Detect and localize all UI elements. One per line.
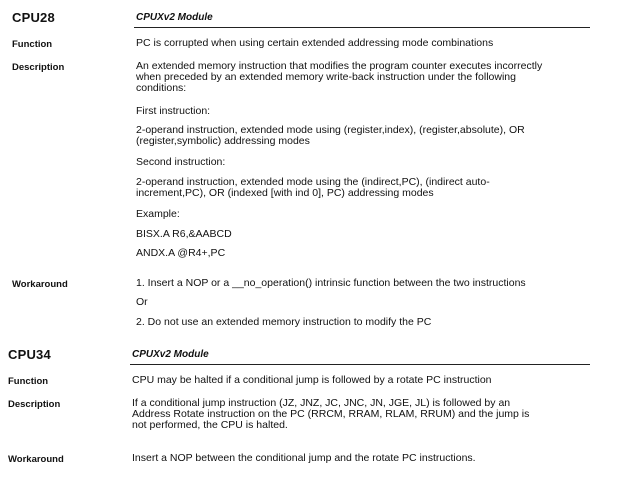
first-instruction-heading: First instruction: [136, 105, 211, 117]
description-label: Description [8, 399, 61, 410]
example-line: BISX.A R6,&AABCD [136, 228, 232, 240]
module-name: CPUXv2 Module [132, 349, 209, 360]
header-rule [134, 27, 590, 28]
example-line: ANDX.A @R4+,PC [136, 247, 226, 259]
workaround-label: Workaround [12, 279, 68, 290]
erratum-id: CPU28 [12, 10, 55, 25]
header-rule [130, 364, 590, 365]
workaround-text: Insert a NOP between the conditional jump and the rotate PC instructions. [132, 452, 476, 464]
workaround-step-2: 2. Do not use an extended memory instruction to modify the PC [136, 316, 432, 328]
workaround-step-1: 1. Insert a NOP or a __no_operation() intrinsic function between the two instructions [136, 277, 526, 289]
function-text: PC is corrupted when using certain extended addressing mode combinations [136, 37, 494, 49]
workaround-or: Or [136, 296, 148, 308]
workaround-label: Workaround [8, 454, 64, 465]
second-instruction-text: 2-operand instruction, extended mode using the (indirect,PC), (indirect auto- increment,PC), OR (indexed [with ind 0], PC) addressing modes [136, 176, 490, 199]
second-instruction-heading: Second instruction: [136, 156, 226, 168]
description-label: Description [12, 62, 65, 73]
description-text: An extended memory instruction that modifies the program counter executes incorrectly when preceded by an extended memory write-back instruction under the following conditions: [136, 60, 543, 94]
function-label: Function [8, 376, 49, 387]
first-instruction-text: 2-operand instruction, extended mode using (register,index), (register,absolute), OR (register,symbolic) addressing modes [136, 124, 525, 147]
erratum-id: CPU34 [8, 347, 51, 362]
description-text: If a conditional jump instruction (JZ, JNZ, JC, JNC, JN, JGE, JL) is followed by an Address Rotate instruction on the PC (RRCM, RRAM, RLAM, RRUM) and the jump is not performed, the CPU is halted. [132, 397, 530, 431]
module-name: CPUXv2 Module [136, 12, 213, 23]
function-text: CPU may be halted if a conditional jump is followed by a rotate PC instruction [132, 374, 492, 386]
function-label: Function [12, 39, 53, 50]
example-heading: Example: [136, 208, 180, 220]
